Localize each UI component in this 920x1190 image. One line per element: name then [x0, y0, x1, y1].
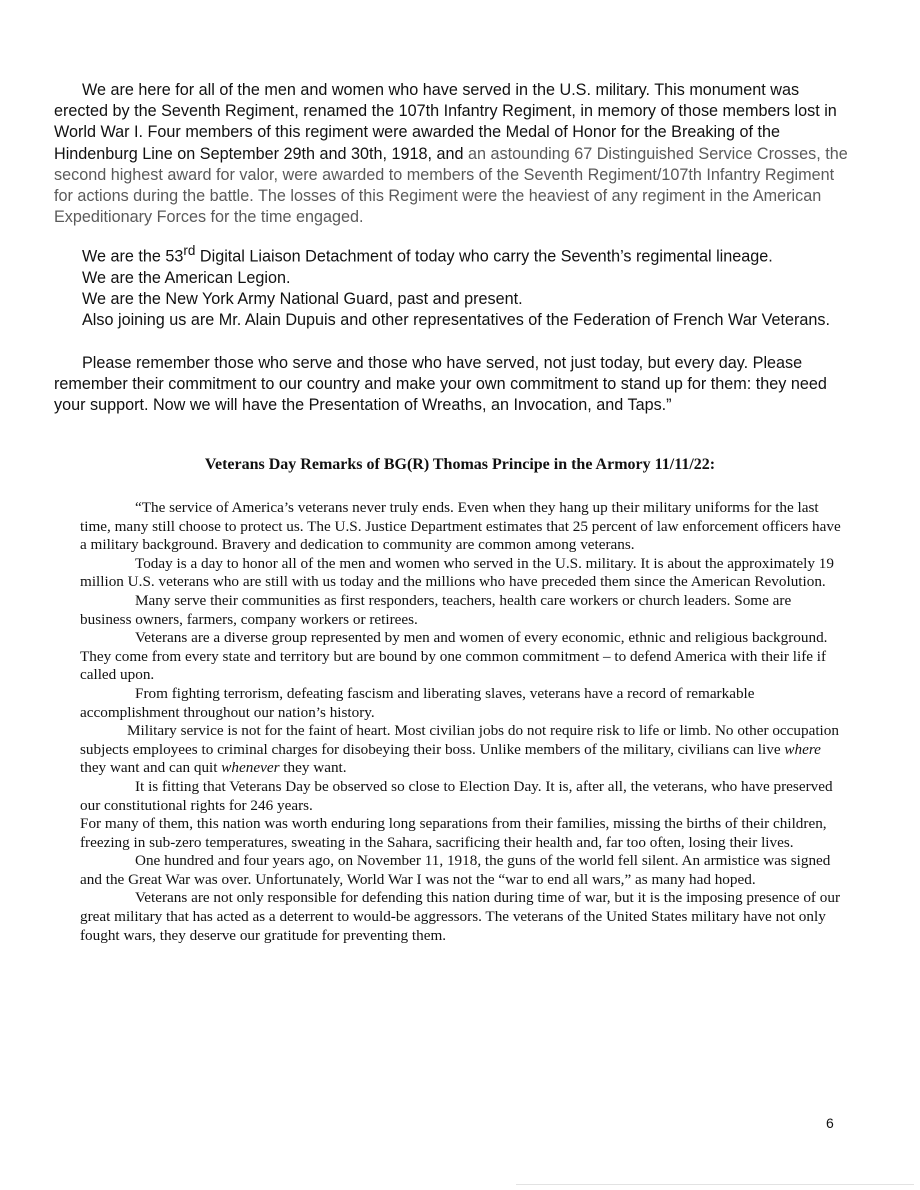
- remarks-paragraph-9: One hundred and four years ago, on November 11, 1918, the guns of the world fell silent. An armistice was signed and the Great War was over. Unfortunately, World War I was not the “war to end all wars,” as many had hoped.: [80, 852, 831, 888]
- remarks-paragraph-8: For many of them, this nation was worth enduring long separations from their families, missing the births of their children, freezing in sub-zero temperatures, sweating in the Sahara, sacrificing their health and, far too often, losing their lives.: [80, 815, 827, 851]
- intro-paragraph-detachment: [54, 240, 854, 268]
- intro-paragraph-guard: We are the New York Army National Guard, past and present.: [82, 290, 523, 309]
- remarks-heading: Veterans Day Remarks of BG(R) Thomas Principe in the Armory 11/11/22:: [204, 456, 716, 473]
- remarks-paragraph-1: “The service of America’s veterans never truly ends. Even when they hang up their military uniforms for the last time, many still choose to protect us. The U.S. Justice Department estimates that 25 percent of law enforcement officers have a military background. Bravery and dedication to community are common among veterans.: [80, 499, 841, 554]
- emphasis-where: where: [784, 740, 821, 758]
- remarks-paragraph-2: Today is a day to honor all of the men and women who served in the U.S. military. It is about the approximately 19 million U.S. veterans who are still with us today and the millions who have preceded them since the American Revolution.: [80, 554, 834, 591]
- page-number: 6: [826, 1115, 834, 1131]
- remarks-paragraph-6-text-b: they want and can quit: [80, 759, 222, 777]
- footer-divider: [516, 1184, 914, 1185]
- remarks-paragraph-6: [80, 722, 845, 778]
- detachment-text-rest: Digital Liaison Detachment of today who carry the Seventh’s regimental lineage.: [195, 247, 773, 266]
- monument-text-highlight: an astounding 67 Distinguished Service Crosses, the second highest award for valor, were awarded to members of the Seventh Regiment/107th Infantry Regiment for actions during the battle. The losses of this Regiment were the heaviest of any regiment in the American Expeditionary Forces for the time engaged.: [54, 144, 848, 227]
- intro-paragraph-french-veterans: Also joining us are Mr. Alain Dupuis and other representatives of the Federation of French War Veterans.: [82, 311, 831, 330]
- remarks-paragraph-5: From fighting terrorism, defeating fascism and liberating slaves, veterans have a record of remarkable accomplishment throughout our nation’s history.: [80, 684, 755, 721]
- remarks-paragraph-6-text-c: they want.: [279, 759, 347, 777]
- emphasis-whenever: whenever: [221, 759, 280, 777]
- intro-paragraph-monument: [54, 80, 854, 228]
- remarks-paragraph-10: Veterans are not only responsible for defending this nation during time of war, but it is the imposing presence of our great military that has acted as a deterrent to would-be aggressors. The veterans of the United States military have not only fought wars, they deserve our gratitude for preventing them.: [80, 889, 841, 944]
- monument-text: We are here for all of the men and women who have served in the U.S. military. This monument was erected by the Seventh Regiment, renamed the 107th Infantry Regiment, in memory of those members lost in World War I. Four members of this regiment were awarded the Medal of Honor for the Breaking of the Hindenburg Line on September 29th and 30th, 1918, and: [54, 81, 837, 163]
- remarks-paragraph-3: Many serve their communities as first responders, teachers, health care workers or church leaders. Some are business owners, farmers, company workers or retirees.: [80, 591, 792, 628]
- intro-paragraph-remember: Please remember those who serve and those who have served, not just today, but every day. Please remember their commitment to our country and make your own commitment to stand up for them: they need your support. Now we will have the Presentation of Wreaths, an Invocation, and Taps.”: [54, 353, 827, 415]
- remarks-paragraph-4: Veterans are a diverse group represented by men and women of every economic, ethnic and religious background. They come from every state and territory but are bound by one common commitment – to defend America with their life if called upon.: [80, 629, 828, 684]
- ordinal-suffix: rd: [183, 243, 196, 259]
- detachment-text: We are the 53: [82, 247, 184, 266]
- remarks-section: [80, 499, 845, 945]
- remarks-paragraph-7: It is fitting that Veterans Day be observed so close to Election Day. It is, after all, the veterans, who have preserved our constitutional rights for 246 years.: [80, 777, 833, 814]
- intro-section: [54, 80, 854, 416]
- intro-paragraph-legion: We are the American Legion.: [82, 269, 291, 288]
- remarks-paragraph-6-text-a: Military service is not for the faint of heart. Most civilian jobs do not require risk to life or limb. No other occupation subjects employees to criminal charges for disobeying their boss. Unlike members of the military, civilians can live: [80, 722, 839, 758]
